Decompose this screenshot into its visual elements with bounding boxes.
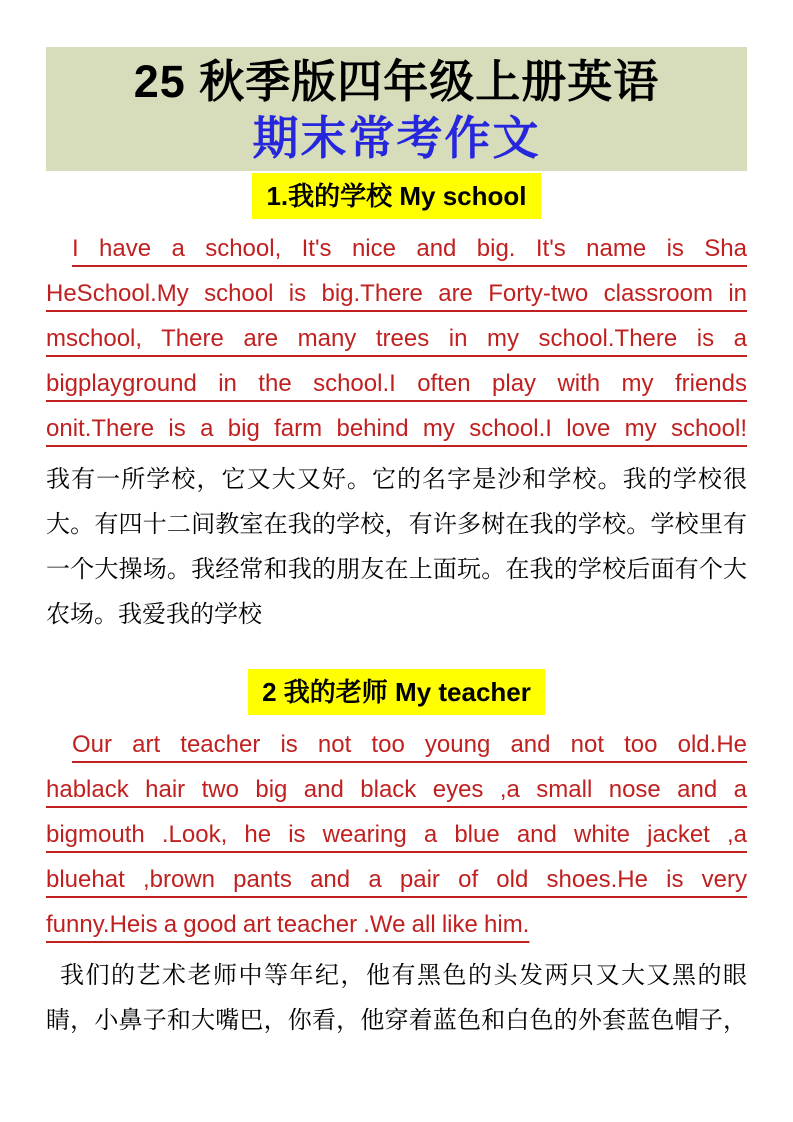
chinese-line: 睛，小鼻子和大嘴巴，你看，他穿着蓝色和白色的外套蓝色帽子， xyxy=(46,1007,747,1034)
english-paragraph xyxy=(46,722,747,947)
sections-container xyxy=(46,173,747,1043)
english-line: hablack hair two big and black eyes ,a small nose and a xyxy=(46,776,747,803)
chinese-line: 我有一所学校，它又大又好。它的名字是沙和学校。我的学校很 xyxy=(46,466,747,493)
document-subtitle: 期末常考作文 xyxy=(252,112,541,164)
section-heading-row xyxy=(46,173,747,219)
chinese-line: 我们的艺术老师中等年纪，他有黑色的头发两只又大又黑的眼 xyxy=(60,962,747,989)
english-line: funny.Heis a good art teacher .We all like him. xyxy=(46,911,530,938)
document-header xyxy=(46,47,747,171)
chinese-paragraph xyxy=(46,457,747,637)
english-line: HeSchool.My school is big.There are Forty-two classroom in xyxy=(46,280,747,307)
chinese-paragraph xyxy=(46,953,747,1043)
document-title: 25 秋季版四年级上册英语 xyxy=(133,56,660,107)
section-heading-row xyxy=(46,669,747,715)
english-line: onit.There is a big farm behind my school.I love my school! xyxy=(46,415,747,442)
chinese-line: 一个大操场。我经常和我的朋友在上面玩。在我的学校后面有个大 xyxy=(46,556,747,583)
section-heading: 2 我的老师 My teacher xyxy=(248,669,545,715)
essay-section xyxy=(46,669,747,1043)
chinese-line: 大。有四十二间教室在我的学校，有许多树在我的学校。学校里有 xyxy=(46,511,747,538)
english-line: mschool, There are many trees in my school.There is a xyxy=(46,325,747,352)
chinese-line: 农场。我爱我的学校 xyxy=(46,601,262,628)
essay-section xyxy=(46,173,747,637)
english-line: bigmouth .Look, he is wearing a blue and white jacket ,a xyxy=(46,821,747,848)
english-line: bluehat ,brown pants and a pair of old shoes.He is very xyxy=(46,866,747,893)
english-line: Our art teacher is not too young and not too old.He xyxy=(72,731,747,758)
english-line: I have a school, It's nice and big. It's name is Sha xyxy=(72,235,747,262)
section-heading: 1.我的学校 My school xyxy=(252,173,540,219)
english-line: bigplayground in the school.I often play with my friends xyxy=(46,370,747,397)
english-paragraph xyxy=(46,226,747,451)
